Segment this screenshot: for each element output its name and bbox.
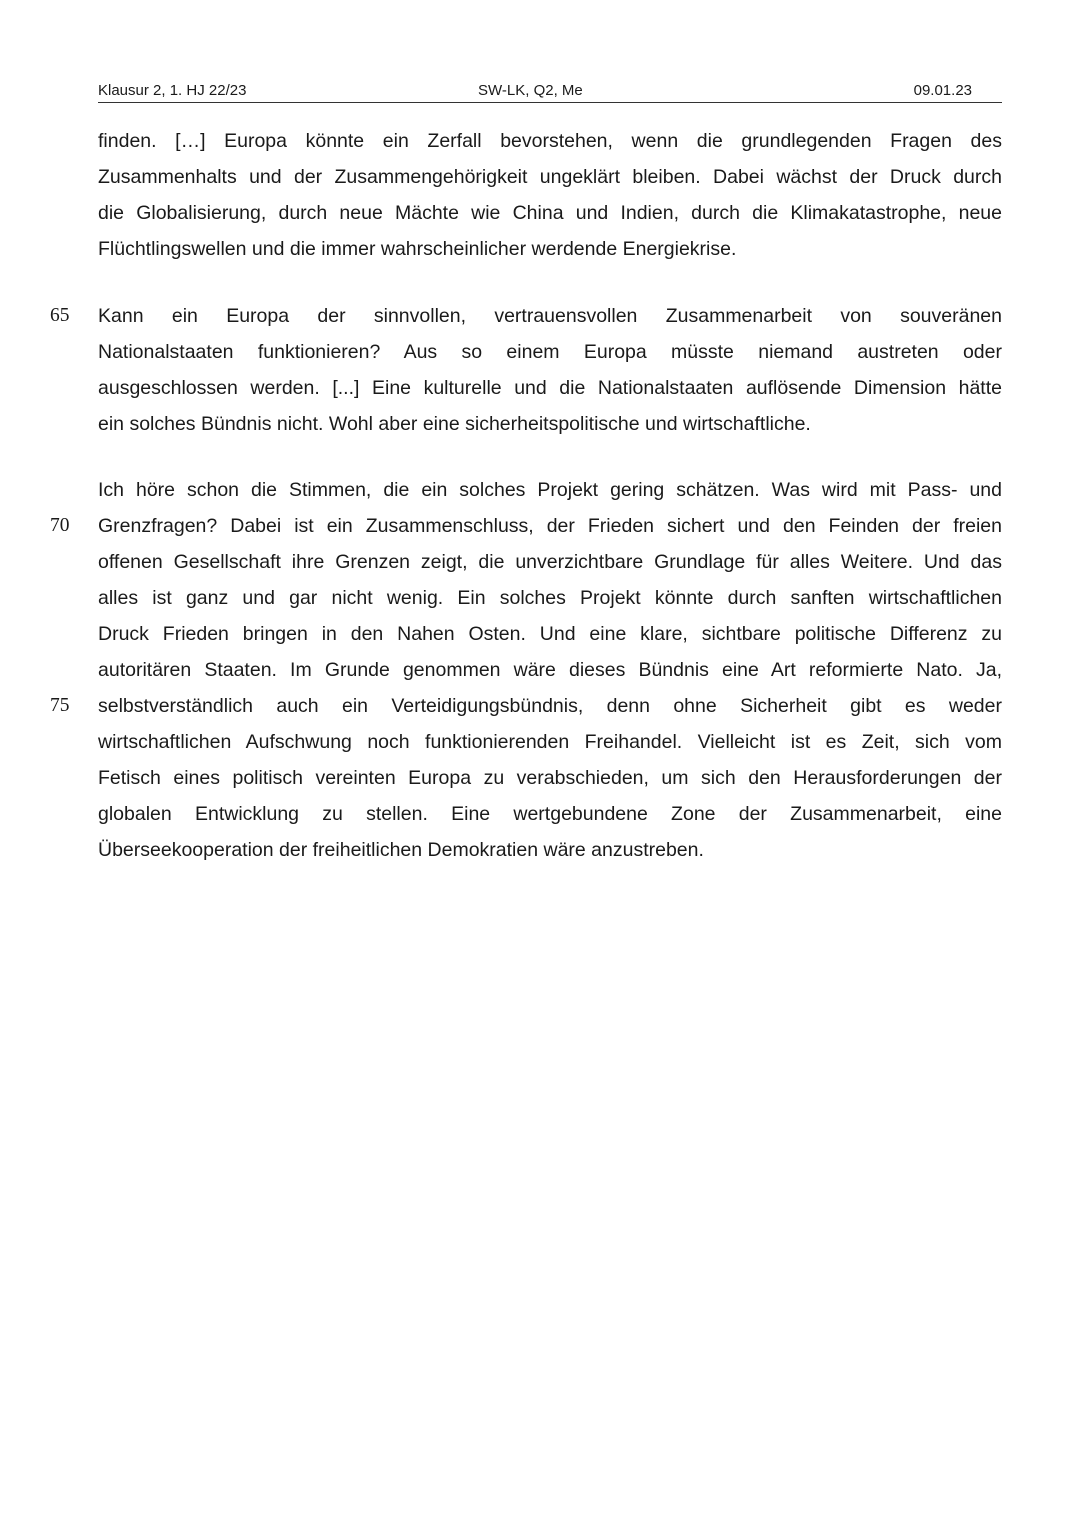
- text-line: Kann ein Europa der sinnvollen, vertrauensvollen Zusammenarbeit von souveränen: [98, 305, 1002, 327]
- text-line: Druck Frieden bringen in den Nahen Osten. Und eine klare, sichtbare politische Differenz zu: [98, 623, 1002, 645]
- header-date: 09.01.23: [913, 82, 972, 99]
- text-line: finden. […] Europa könnte ein Zerfall bevorstehen, wenn die grundlegenden Fragen des: [98, 130, 1002, 152]
- text-line: Ich höre schon die Stimmen, die ein solches Projekt gering schätzen. Was wird mit Pass- und: [98, 479, 1002, 501]
- header-exam-title: Klausur 2, 1. HJ 22/23: [98, 82, 247, 99]
- header-course: SW-LK, Q2, Me: [478, 82, 583, 99]
- text-line: ein solches Bündnis nicht. Wohl aber eine sicherheitspolitische und wirtschaftliche.: [98, 413, 811, 435]
- line-number-70: 70: [50, 515, 70, 536]
- text-line: offenen Gesellschaft ihre Grenzen zeigt, die unverzichtbare Grundlage für alles Weitere. Und das: [98, 551, 1002, 573]
- text-line: Überseekooperation der freiheitlichen Demokratien wäre anzustreben.: [98, 839, 704, 861]
- text-line: alles ist ganz und gar nicht wenig. Ein solches Projekt könnte durch sanften wirtschaftlichen: [98, 587, 1002, 609]
- line-number-75: 75: [50, 695, 70, 716]
- text-line: Flüchtlingswellen und die immer wahrscheinlicher werdende Energiekrise.: [98, 238, 737, 260]
- line-number-65: 65: [50, 305, 70, 326]
- text-line: Zusammenhalts und der Zusammengehörigkeit ungeklärt bleiben. Dabei wächst der Druck durch: [98, 166, 1002, 188]
- text-line: wirtschaftlichen Aufschwung noch funktionierenden Freihandel. Vielleicht ist es Zeit, sich vom: [98, 731, 1002, 753]
- text-line: die Globalisierung, durch neue Mächte wie China und Indien, durch die Klimakatastrophe, neue: [98, 202, 1002, 224]
- text-line: ausgeschlossen werden. [...] Eine kulturelle und die Nationalstaaten auflösende Dimension hätte: [98, 377, 1002, 399]
- text-line: Fetisch eines politisch vereinten Europa zu verabschieden, um sich den Herausforderungen der: [98, 767, 1002, 789]
- text-line: autoritären Staaten. Im Grunde genommen wäre dieses Bündnis eine Art reformierte Nato. Ja,: [98, 659, 1002, 681]
- text-line: Grenzfragen? Dabei ist ein Zusammenschluss, der Frieden sichert und den Feinden der freien: [98, 515, 1002, 537]
- text-line: selbstverständlich auch ein Verteidigungsbündnis, denn ohne Sicherheit gibt es weder: [98, 695, 1002, 717]
- text-line: Nationalstaaten funktionieren? Aus so einem Europa müsste niemand austreten oder: [98, 341, 1002, 363]
- page-header: [98, 82, 1002, 103]
- text-line: globalen Entwicklung zu stellen. Eine wertgebundene Zone der Zusammenarbeit, eine: [98, 803, 1002, 825]
